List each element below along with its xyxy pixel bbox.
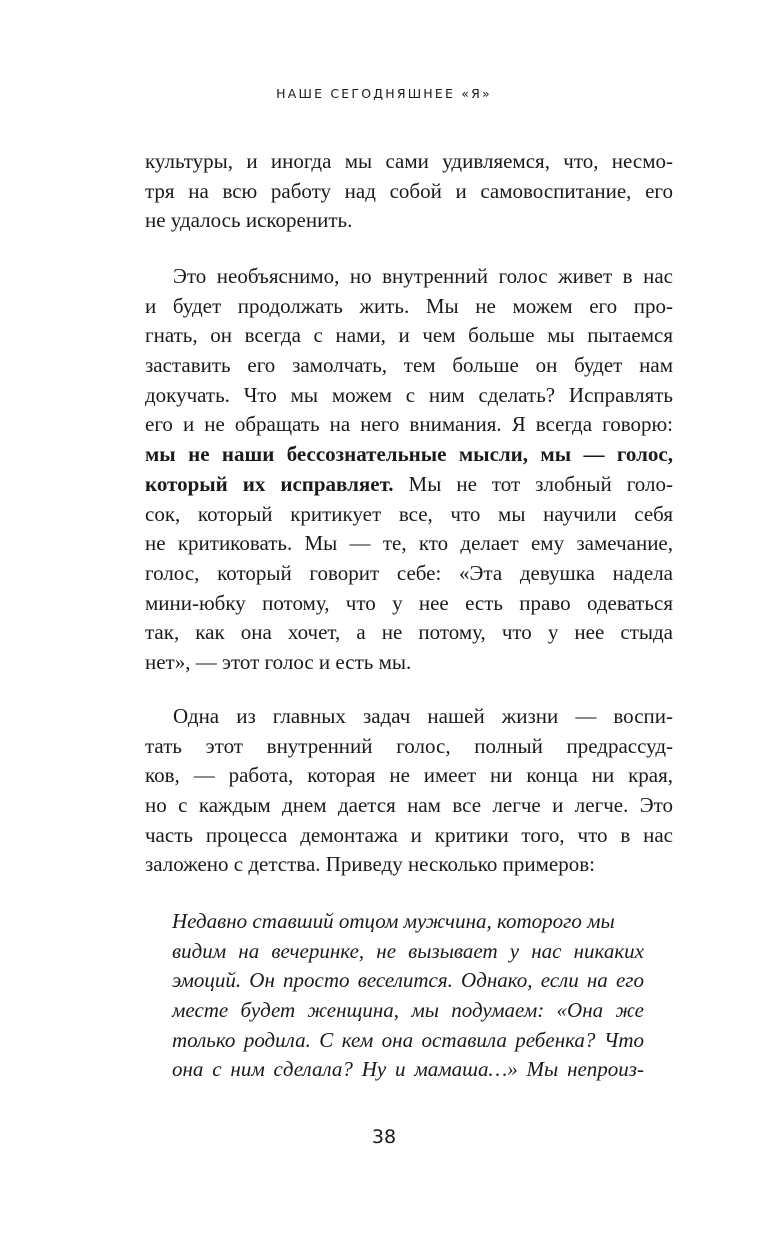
text-line: не удалось искоренить. (145, 208, 353, 233)
text-line: Одна из главных задач нашей жизни — воспи- (173, 704, 673, 728)
text-line: заложено с детства. Приведу несколько примеров: (145, 852, 595, 877)
text-line: заставить его замолчать, тем больше он будет нам (145, 353, 673, 378)
text-line: часть процесса демонтажа и критики того, что в нас (145, 822, 673, 847)
text-line: не критиковать. Мы — те, кто делает ему замечание, (145, 531, 673, 556)
paragraph-2 (145, 262, 673, 678)
quote-line: только родила. С кем она оставила ребенка? Что (172, 1027, 644, 1052)
running-header: НАШЕ СЕГОДНЯШНЕЕ «Я» (276, 86, 492, 101)
page-number: 38 (371, 1126, 397, 1148)
text-line: но с каждым днем дается нам все легче и легче. Это (145, 793, 673, 818)
italic-example-quote (172, 907, 644, 1085)
text-line: ков, — работа, которая не имеет ни конца ни края, (145, 763, 673, 788)
bold-emphasis: мы не наши бессознательные мысли, мы — голос, (145, 442, 673, 467)
paragraph-3 (145, 702, 673, 880)
text-line: и будет продолжать жить. Мы не можем его про- (145, 293, 673, 318)
text-line: так, как она хочет, а не потому, что у нее стыда (145, 620, 673, 645)
paragraph-1 (145, 147, 673, 236)
text-line: тать этот внутренний голос, полный предрассуд- (145, 733, 673, 758)
text-line: мини-юбку потому, что у нее есть право одеваться (145, 590, 673, 615)
quote-line: видим на вечеринке, не вызывает у нас никаких (172, 938, 644, 963)
quote-line: месте будет женщина, мы подумаем: «Она же (172, 998, 644, 1023)
text-line: культуры, и иногда мы сами удивляемся, что, несмо- (145, 149, 673, 173)
text-line: голос, который говорит себе: «Эта девушка надела (145, 560, 673, 585)
text-line-bold (145, 440, 673, 470)
text-line: тря на всю работу над собой и самовоспитание, его (145, 178, 673, 203)
quote-line: Недавно ставший отцом мужчина, которого мы (172, 909, 615, 933)
quote-line: эмоций. Он просто веселится. Однако, если на его (172, 968, 644, 993)
text-run: Мы не тот злобный голо- (393, 471, 673, 496)
quote-line: она с ним сделала? Ну и мамаша…» Мы непроиз- (172, 1057, 644, 1082)
bold-emphasis: который их исправляет. (145, 471, 394, 496)
text-line: докучать. Что мы можем с ним сделать? Исправлять (145, 382, 673, 407)
text-line: его и не обращать на него внимания. Я всегда говорю: (145, 412, 673, 437)
text-line: Это необъяснимо, но внутренний голос живет в нас (173, 264, 673, 288)
text-line: гнать, он всегда с нами, и чем больше мы пытаемся (145, 323, 673, 348)
text-line: сок, который критикует все, что мы научили себя (145, 501, 673, 526)
text-line-mixed (145, 470, 673, 500)
text-line: нет», — этот голос и есть мы. (145, 649, 412, 674)
